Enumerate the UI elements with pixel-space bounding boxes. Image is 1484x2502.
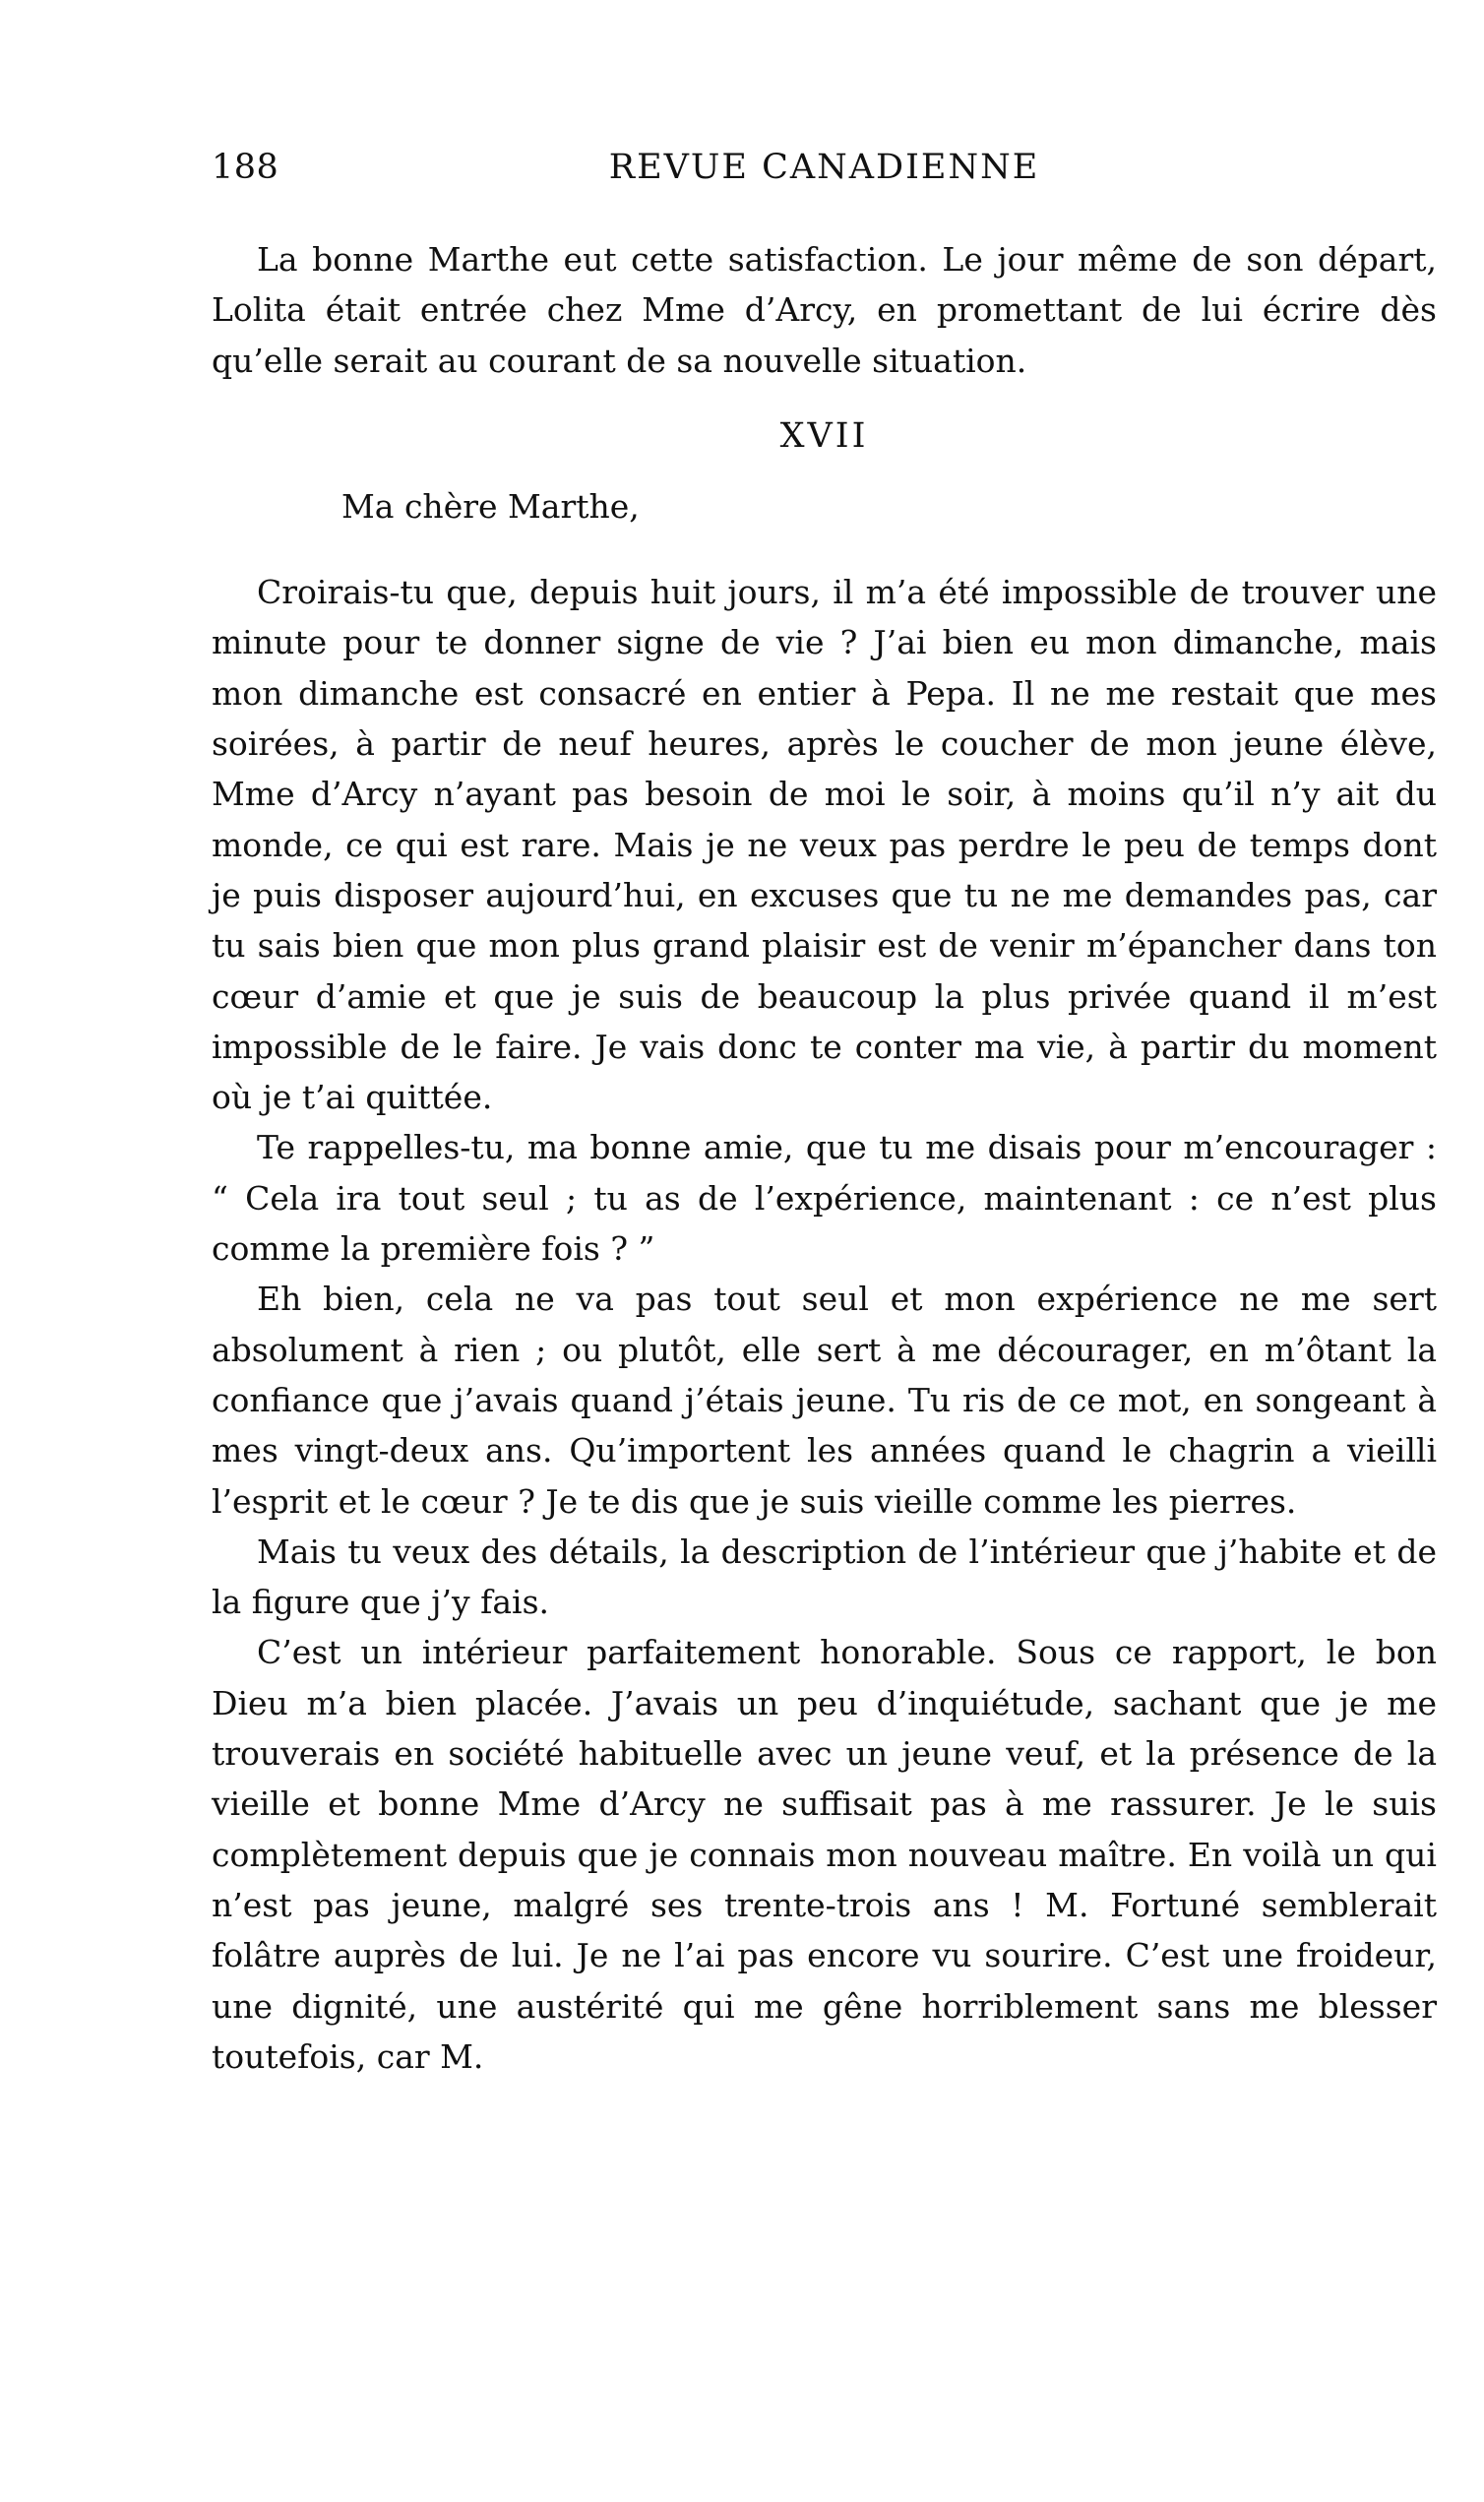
journal-title: REVUE CANADIENNE [608,148,1040,187]
paragraph-marthe-satisfaction: La bonne Marthe eut cette satisfaction. Le jour même de son départ, Lolita était entrée chez Mme d’Arcy, en promettant de lui écrire dès qu’elle serait au courant de sa nouvelle situation. [212,240,1437,380]
paragraph-eh-bien: Eh bien, cela ne va pas tout seul et mon expérience ne me sert absolument à rien ; ou plutôt, elle sert à me décourager, en m’ôtant la confiance que j’avais quand j’étais jeune. Tu ris de ce mot, en songeant à mes vingt-deux ans. Qu’importent les années quand le chagrin a vieilli l’esprit et le cœur ? Je te dis que je suis vieille comme les pierres. [212,1280,1437,1521]
page-number: 188 [212,148,279,187]
paragraph-croirais-tu: Croirais-tu que, depuis huit jours, il m’a été impossible de trouver une minute pour te donner signe de vie ? J’ai bien eu mon dimanche, mais mon dimanche est consacré en entier à Pepa. Il ne me restait que mes soirées, à partir de neuf heures, après le coucher de mon jeune élève, Mme d’Arcy n’ayant pas besoin de moi le soir, à moins qu’il n’y ait du monde, ce qui est rare. Mais je ne veux pas perdre le peu de temps dont je puis disposer aujourd’hui, en excuses que tu ne me demandes pas, car tu sais bien que mon plus grand plaisir est de venir m’épancher dans ton cœur d’amie et que je suis de beaucoup la plus privée quand il m’est impossible de le faire. Je vais donc te conter ma vie, à partir du moment où je t’ai quittée. [212,573,1437,1117]
paragraph-te-rappelles-tu: Te rappelles-tu, ma bonne amie, que tu me disais pour m’encourager : “ Cela ira tout seul ; tu as de l’expérience, maintenant : ce n’est plus comme la première fois ? ” [212,1128,1437,1269]
running-head [212,148,1437,207]
body-text [212,234,1437,2082]
chapter-heading: XVII [779,415,869,456]
paragraph-mais-tu-veux: Mais tu veux des détails, la description de l’intérieur que j’habite et de la figure que j’y fais. [212,1532,1437,1622]
letter-salutation: Ma chère Marthe, [341,486,640,526]
paragraph-interieur-honorable: C’est un intérieur parfaitement honorable. Sous ce rapport, le bon Dieu m’a bien placée. J’avais un peu d’inquiétude, sachant que je me trouverais en société habituelle avec un jeune veuf, et la présence de la vieille et bonne Mme d’Arcy ne suffisait pas à me rassurer. Je le suis complètement depuis que je connais mon nouveau maître. En voilà un qui n’est pas jeune, malgré ses trente-trois ans ! M. Fortuné semblerait folâtre auprès de lui. Je ne l’ai pas encore vu sourire. C’est une froideur, une dignité, une austérité qui me gêne horriblement sans me blesser toutefois, car M. [212,1633,1437,2076]
